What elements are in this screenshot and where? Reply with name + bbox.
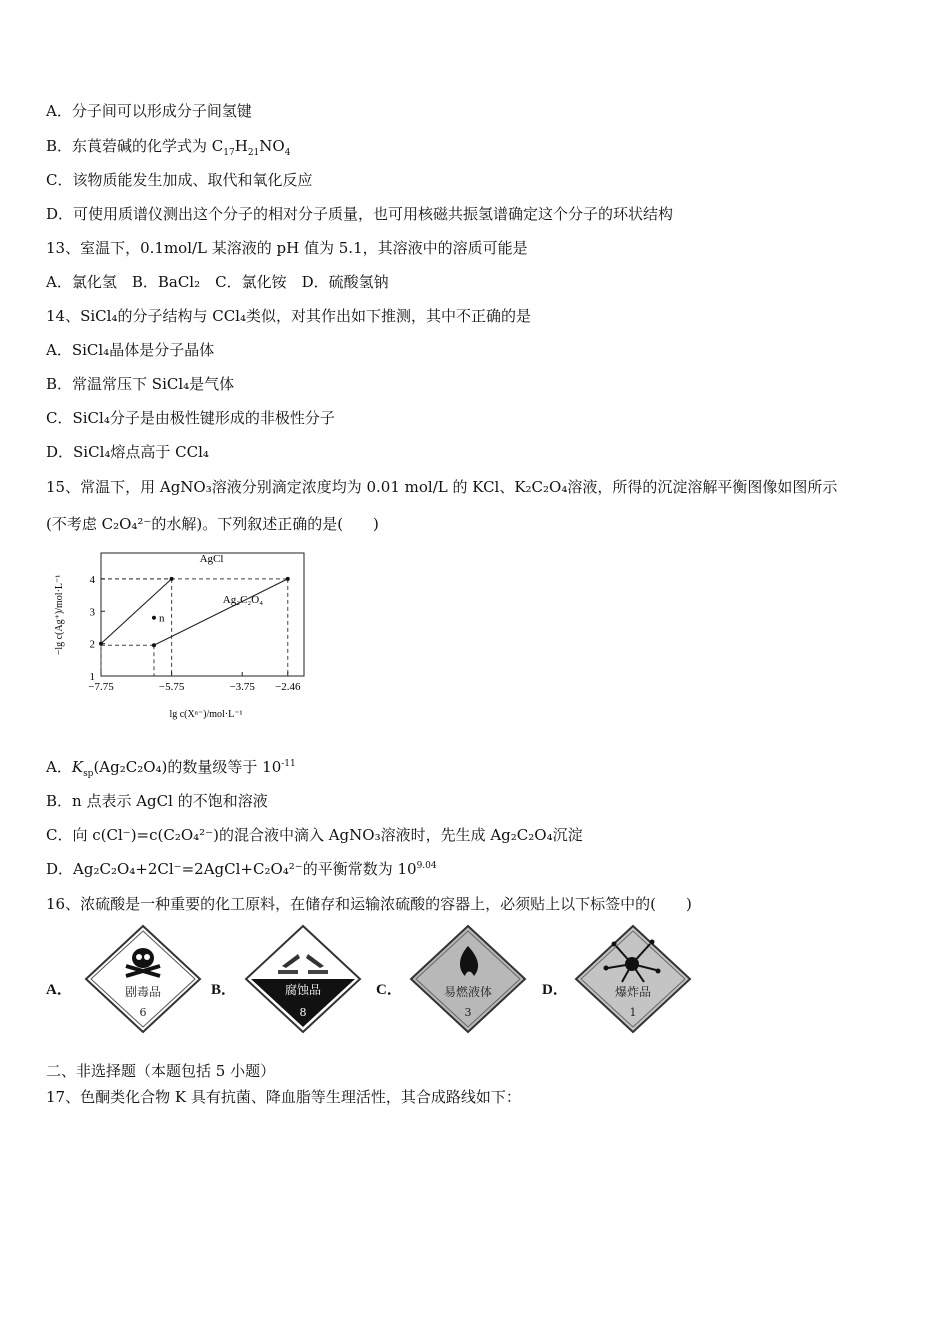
toxic-label-text: 剧毒品 [124,985,162,999]
q16-option-d-letter: D． [542,982,568,998]
series-label-agcl: AgCl [199,552,224,565]
x-tick-label: −5.75 [158,681,185,693]
q14-option-b: B．常温常压下 SiCl₄是气体 [46,375,235,393]
plot-frame [101,553,304,676]
q15-stem-line1: 15、常温下，用 AgNO₃溶液分别滴定浓度均为 0.01 mol/L 的 KCl、K₂C₂O₄溶液，所得的沉淀溶解平衡图像如图所示 [46,478,838,496]
q12-option-d: D．可使用质谱仪测出这个分子的相对分子质量，也可用核磁共振氢谱确定这个分子的环状结构 [46,205,674,223]
flammable-liquid-label [407,924,529,1034]
q13-options: A．氯化氢 B．BaCl₂ C．氯化铵 D．硫酸氢钠 [46,273,389,291]
q15-option-b: B．n 点表示 AgCl 的不饱和溶液 [46,792,268,810]
q15-option-d: D．Ag₂C₂O₄+2Cl⁻=2AgCl+C₂O₄²⁻的平衡常数为 $10^{9.04}$ [46,860,437,878]
point-n-label: n [158,612,165,625]
y-tick-label: 1 [89,671,95,683]
y-tick-label: 2 [89,638,95,651]
x-tick-label: −7.75 [88,681,114,693]
toxic-class-number: 6 [139,1006,147,1019]
y-tick-label: 3 [89,606,95,619]
solubility-equilibrium-chart [46,545,316,725]
data-point [152,643,156,647]
data-point [170,577,174,581]
x-axis-label: lg c(Xⁿ⁻)/mol·L⁻¹ [169,709,243,720]
q14-option-c: C．SiCl₄分子是由极性键形成的非极性分子 [46,409,335,427]
explosive-label-text: 爆炸品 [614,985,652,999]
q16-option-b-letter: B． [211,982,237,998]
y-axis-label: −lg c(Ag⁺)/mol·L⁻¹ [54,574,65,656]
series-line-0 [101,579,172,644]
flammable-class-number: 3 [464,1006,472,1019]
q13-stem: 13、室温下，0.1mol/L 某溶液的 pH 值为 5.1，其溶液中的溶质可能是 [46,239,528,257]
explosive-hazard-label [572,924,694,1034]
series-line-1 [154,579,288,645]
q15-option-a: A．$K_{sp}(Ag_2C_2O_4)$的数量级等于 $10^{-11}$ [46,758,296,779]
q14-stem: 14、SiCl₄的分子结构与 CCl₄类似，对其作出如下推测，其中不正确的是 [46,307,531,325]
q17-stem: 17、色酮类化合物 K 具有抗菌、降血脂等生理活性，其合成路线如下： [46,1088,521,1106]
corrosive-class-number: 8 [299,1006,307,1019]
q14-option-a: A．SiCl₄晶体是分子晶体 [46,341,215,359]
point-n [152,616,156,620]
q15-option-c: C．向 c(Cl⁻)=c(C₂O₄²⁻)的混合液中滴入 AgNO₃溶液时，先生成 Ag₂C₂O₄沉淀 [46,826,583,844]
flammable-label-text: 易燃液体 [443,985,493,999]
q16-stem: 16、浓硫酸是一种重要的化工原料，在储存和运输浓硫酸的容器上，必须贴上以下标签中的( ) [46,895,692,913]
q12-option-b: B．东莨菪碱的化学式为 $C_{17}H_{21}NO_4$ [46,137,291,158]
q16-option-a-letter: A． [46,982,72,998]
data-point [286,577,290,581]
y-tick-label: 4 [89,573,95,586]
q12-option-a: A．分子间可以形成分子间氢键 [46,102,252,120]
series-label-ag2c2o4: Ag₂C₂O₄ [222,594,264,607]
section-heading: 二、非选择题（本题包括 5 小题） [46,1062,276,1080]
q15-stem-line2: (不考虑 C₂O₄²⁻的水解)。下列叙述正确的是( ) [46,515,379,533]
toxic-hazard-label [82,924,204,1034]
q14-option-d: D．SiCl₄熔点高于 CCl₄ [46,443,209,461]
q12-option-c: C．该物质能发生加成、取代和氧化反应 [46,171,313,189]
corrosive-hazard-label [242,924,364,1034]
x-tick-label: −3.75 [229,681,255,693]
corrosive-label-text: 腐蚀品 [284,983,322,997]
q16-option-c-letter: C． [376,982,402,998]
x-tick-label: −2.46 [275,681,301,693]
explosive-class-number: 1 [629,1006,637,1019]
